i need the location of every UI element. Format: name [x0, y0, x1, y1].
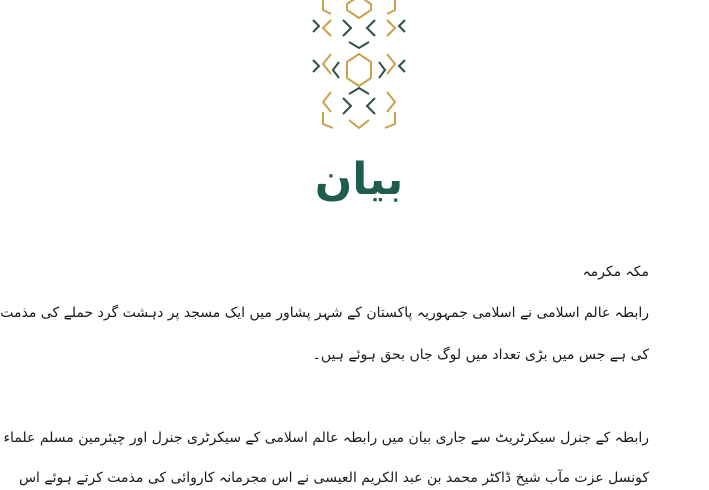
ornament-pattern-icon: [309, 0, 409, 130]
paragraph-2-line-2: کونسل عزت مآب شیخ ڈاکٹر محمد بن عبد الکریم العیسی نے اس مجرمانہ کاروائی کی مذمت کرتے ہوئے اس: [18, 470, 649, 486]
paragraph-1-line-2: کی ہے جس میں بڑی تعداد میں لوگ جاں بحق ہوئے ہیں۔: [312, 347, 649, 363]
paragraph-2-line-1: رابطہ کے جنرل سیکرٹریٹ سے جاری بیان میں رابطہ عالم اسلامی کے سیکرٹری جنرل اور چیئرمین مسلم علماء: [3, 430, 649, 446]
paragraph-1-line-1: رابطہ عالم اسلامی نے اسلامی جمہوریہ پاکستان کے شہر پشاور میں ایک مسجد پر دہشت گرد حملے کی مذمت: [0, 305, 649, 321]
dateline: مکہ مکرمہ: [582, 264, 649, 280]
document-title: بیان: [314, 154, 404, 205]
